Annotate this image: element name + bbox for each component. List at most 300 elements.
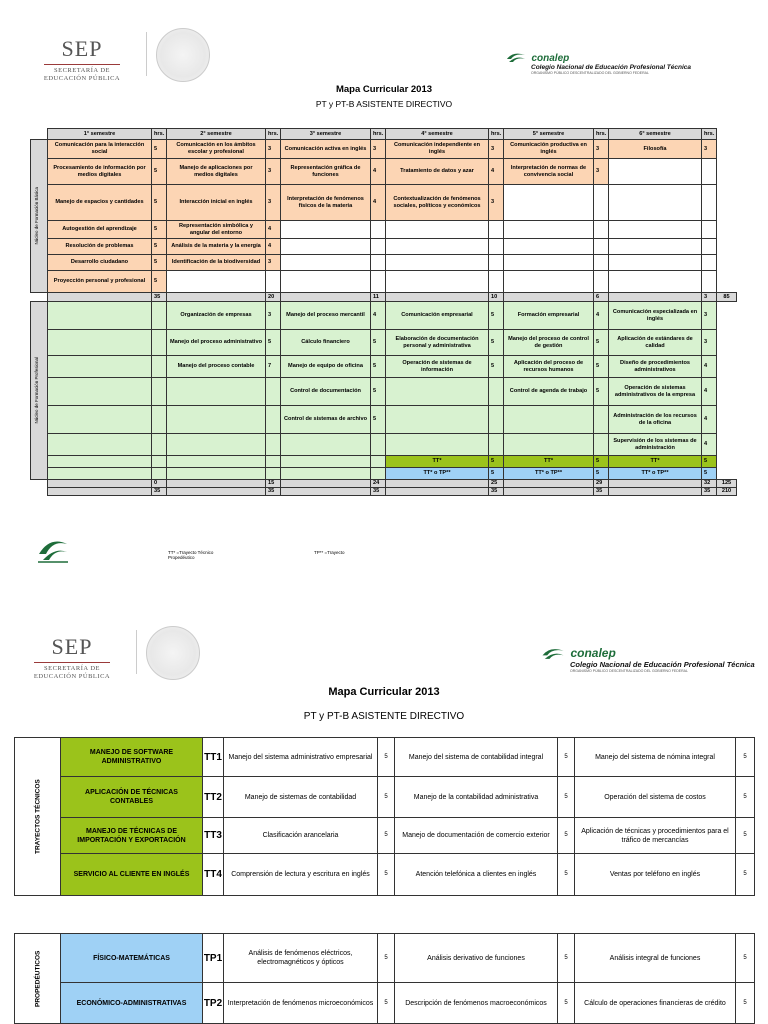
conalep-icon xyxy=(505,51,527,63)
subject-cell xyxy=(609,185,702,221)
subject-cell xyxy=(48,434,152,456)
sep-logo-2 xyxy=(26,634,118,681)
subject-cell: Resolución de problemas xyxy=(48,239,152,255)
professional-core-label xyxy=(31,302,48,480)
hours-cell: 4 xyxy=(266,239,281,255)
subject-cell: Desarrollo ciudadano xyxy=(48,255,152,271)
trayecto-name: FÍSICO-MATEMÁTICAS xyxy=(61,934,203,983)
subject-cell xyxy=(504,255,594,271)
subject-cell: Cálculo financiero xyxy=(281,330,371,356)
table-row xyxy=(15,738,755,777)
subject-cell xyxy=(281,221,371,239)
corner-cell xyxy=(31,129,48,140)
subject-cell: Filosofía xyxy=(609,140,702,159)
hours-cell: 4 xyxy=(371,159,386,185)
subject-cell xyxy=(281,255,371,271)
trayecto-code: TT2 xyxy=(203,777,224,818)
blank-cell xyxy=(717,356,737,378)
subject-cell: Operación de sistemas administrativos de la empresa xyxy=(609,378,702,406)
blank-cell xyxy=(266,468,281,480)
total-cell: 35 xyxy=(152,293,167,302)
subject-cell xyxy=(48,378,152,406)
table-row xyxy=(31,271,737,293)
hours-cell xyxy=(594,406,609,434)
hours-cell: 5 xyxy=(594,468,609,480)
total-cell: 11 xyxy=(371,293,386,302)
note-tp: TP** =Trayecto xyxy=(314,550,345,555)
hours-cell xyxy=(702,221,717,239)
trayecto-name: MANEJO DE TÉCNICAS DE IMPORTACIÓN Y EXPORTACIÓN xyxy=(61,818,203,854)
table-row xyxy=(15,777,755,818)
total-cell: 25 xyxy=(489,480,504,488)
sep-line2-2: EDUCACIÓN PÚBLICA xyxy=(33,673,111,680)
page1-title: Mapa Curricular 2013 xyxy=(335,84,433,95)
subject-cell: Control de sistemas de archivo xyxy=(281,406,371,434)
trayecto-name: MANEJO DE SOFTWARE ADMINISTRATIVO xyxy=(61,738,203,777)
professional-core-label-text: Núcleo de Formación Profesional xyxy=(34,357,39,424)
blank-cell xyxy=(371,468,386,480)
subject-cell: Diseño de procedimientos administrativos xyxy=(609,356,702,378)
subject-cell xyxy=(281,271,371,293)
trayectos-label: TRAYECTOS TÉCNICOS xyxy=(15,738,61,896)
hours-cell: 5 xyxy=(558,983,575,1024)
module-cell: Comprensión de lectura y escritura en inglés xyxy=(224,854,378,896)
hours-cell: 5 xyxy=(152,271,167,293)
hours-cell xyxy=(152,378,167,406)
subject-cell xyxy=(167,434,266,456)
module-cell: Cálculo de operaciones financieras de crédito xyxy=(575,983,736,1024)
trayecto-code: TT3 xyxy=(203,818,224,854)
divider xyxy=(146,32,147,76)
hours-cell: 5 xyxy=(378,738,395,777)
hours-cell: 5 xyxy=(152,185,167,221)
table-row xyxy=(31,378,737,406)
blank-cell xyxy=(31,480,48,488)
subject-cell xyxy=(609,271,702,293)
spacer-cell xyxy=(281,488,371,496)
subject-cell: Elaboración de documentación personal y administrativa xyxy=(386,330,489,356)
subject-cell xyxy=(48,406,152,434)
subject-cell xyxy=(386,221,489,239)
subject-cell: Manejo del proceso de control de gestión xyxy=(504,330,594,356)
hours-cell: 5 xyxy=(558,934,575,983)
module-cell: Manejo del sistema de contabilidad integral xyxy=(395,738,558,777)
hours-cell: 4 xyxy=(489,159,504,185)
blank-cell xyxy=(717,468,737,480)
table-row xyxy=(31,140,737,159)
table-row xyxy=(31,406,737,434)
conalep-subtitle: ORGANISMO PÚBLICO DESCENTRALIZADO DEL GOBIERNO FEDERAL xyxy=(531,71,649,75)
sep-line2: EDUCACIÓN PÚBLICA xyxy=(43,75,121,82)
hours-cell xyxy=(152,302,167,330)
hours-cell xyxy=(152,406,167,434)
subject-cell: Procesamiento de información por medios digitales xyxy=(48,159,152,185)
subject-cell: Identificación de la biodiversidad xyxy=(167,255,266,271)
propedeuticos-label: PROPEDÉUTICOS xyxy=(15,934,61,1024)
subject-cell: Análisis de la materia y la energía xyxy=(167,239,266,255)
total-cell: 10 xyxy=(489,293,504,302)
hours-cell xyxy=(489,434,504,456)
propedeuticos-table xyxy=(14,933,755,1024)
hours-cell xyxy=(594,255,609,271)
hours-cell: 3 xyxy=(266,302,281,330)
hours-cell: 4 xyxy=(702,434,717,456)
sep-acronym: SEP xyxy=(61,36,103,61)
hours-cell: 5 xyxy=(558,738,575,777)
hours-cell: 3 xyxy=(489,140,504,159)
spacer-cell xyxy=(386,480,489,488)
subject-cell xyxy=(48,302,152,330)
total-cell: 0 xyxy=(152,480,167,488)
hours-cell: 3 xyxy=(266,159,281,185)
conalep-subtitle-2: ORGANISMO PÚBLICO DESCENTRALIZADO DEL GOBIERNO FEDERAL xyxy=(570,669,688,673)
hours-cell xyxy=(594,185,609,221)
hours-cell: 5 xyxy=(152,221,167,239)
hours-cell xyxy=(702,271,717,293)
subject-cell xyxy=(609,255,702,271)
subject-cell: Comunicación empresarial xyxy=(386,302,489,330)
subject-cell: Comunicación productiva en inglés xyxy=(504,140,594,159)
total-cell: 32 xyxy=(702,480,717,488)
spacer-cell xyxy=(167,293,266,302)
blank-cell xyxy=(152,468,167,480)
hours-cell: 5 xyxy=(736,777,755,818)
hours-cell: 5 xyxy=(371,378,386,406)
hours-cell: 5 xyxy=(558,854,575,896)
hours-cell xyxy=(594,434,609,456)
blank-cell xyxy=(31,293,48,302)
table-row xyxy=(31,159,737,185)
blank-cell xyxy=(371,456,386,468)
hours-cell: 5 xyxy=(736,818,755,854)
total-cell: 35 xyxy=(489,488,504,496)
hours-cell: 5 xyxy=(378,854,395,896)
hours-cell xyxy=(371,255,386,271)
hours-cell xyxy=(266,378,281,406)
conalep-name-2: conalep xyxy=(570,646,616,660)
page1-subtitle: PT y PT-B ASISTENTE DIRECTIVO xyxy=(315,99,453,109)
trayecto-cell: TT* xyxy=(504,456,594,468)
total-cell: 35 xyxy=(152,488,167,496)
hours-cell: 5 xyxy=(152,140,167,159)
hours-cell xyxy=(489,406,504,434)
subject-cell: Comunicación especializada en inglés xyxy=(609,302,702,330)
module-cell: Operación del sistema de costos xyxy=(575,777,736,818)
module-cell: Análisis derivativo de funciones xyxy=(395,934,558,983)
subject-cell: Contextualización de fenómenos sociales, políticos y económicos xyxy=(386,185,489,221)
trayecto-cell: TT* xyxy=(386,456,489,468)
subject-cell xyxy=(167,406,266,434)
trayecto-cell: TT* o TP** xyxy=(609,468,702,480)
table-row xyxy=(31,221,737,239)
module-cell: Análisis integral de funciones xyxy=(575,934,736,983)
hours-cell: 5 xyxy=(152,159,167,185)
column-header: 2° semestre xyxy=(167,129,266,140)
trayecto-code: TP2 xyxy=(203,983,224,1024)
subject-cell: Manejo del proceso mercantil xyxy=(281,302,371,330)
subject-cell xyxy=(281,239,371,255)
hours-cell xyxy=(594,271,609,293)
blank-cell xyxy=(48,456,152,468)
spacer-cell xyxy=(504,480,594,488)
hours-cell: 5 xyxy=(378,934,395,983)
basic-core-label-text: Núcleo de Formación Básica xyxy=(34,187,39,245)
page2-subtitle: PT y PT-B ASISTENTE DIRECTIVO xyxy=(303,711,465,722)
hours-cell: 5 xyxy=(594,378,609,406)
subject-cell: Comunicación independiente en inglés xyxy=(386,140,489,159)
subject-cell xyxy=(504,221,594,239)
module-cell: Interpretación de fenómenos microeconómicos xyxy=(224,983,378,1024)
hours-cell xyxy=(371,434,386,456)
subject-cell: Control de agenda de trabajo xyxy=(504,378,594,406)
table-row xyxy=(31,356,737,378)
blank-cell xyxy=(167,456,266,468)
subject-cell: Manejo de equipo de oficina xyxy=(281,356,371,378)
subject-cell xyxy=(386,239,489,255)
module-cell: Manejo de documentación de comercio exterior xyxy=(395,818,558,854)
module-cell: Manejo de sistemas de contabilidad xyxy=(224,777,378,818)
hours-cell: 5 xyxy=(371,406,386,434)
hours-cell: 3 xyxy=(594,140,609,159)
tp-row xyxy=(31,468,737,480)
hours-cell xyxy=(489,239,504,255)
subject-cell xyxy=(504,406,594,434)
hours-cell xyxy=(702,159,717,185)
national-seal-icon xyxy=(156,28,210,82)
hours-cell: 5 xyxy=(736,983,755,1024)
blank-cell xyxy=(717,434,737,456)
hours-cell: 3 xyxy=(266,140,281,159)
hours-cell: 5 xyxy=(594,456,609,468)
hours-cell xyxy=(371,221,386,239)
hours-cell: 4 xyxy=(702,378,717,406)
blank-cell xyxy=(717,239,737,255)
subject-cell: Interpretación de normas de convivencia social xyxy=(504,159,594,185)
column-header: hrs. xyxy=(594,129,609,140)
trayecto-name: ECONÓMICO-ADMINISTRATIVAS xyxy=(61,983,203,1024)
hours-cell: 5 xyxy=(558,818,575,854)
spacer-cell xyxy=(48,480,152,488)
subject-cell xyxy=(609,221,702,239)
trayecto-cell: TT* o TP** xyxy=(386,468,489,480)
basic-totals-row xyxy=(31,293,737,302)
sep-line1: SECRETARÍA DE xyxy=(54,67,110,74)
column-header: 3° semestre xyxy=(281,129,371,140)
subject-cell: Control de documentación xyxy=(281,378,371,406)
subject-cell xyxy=(504,239,594,255)
hours-cell: 4 xyxy=(702,406,717,434)
blank-cell xyxy=(281,468,371,480)
column-header: hrs. xyxy=(702,129,717,140)
hours-cell xyxy=(152,356,167,378)
subject-cell: Comunicación para la interacción social xyxy=(48,140,152,159)
hours-cell: 5 xyxy=(489,356,504,378)
hours-cell: 5 xyxy=(558,777,575,818)
subject-cell xyxy=(386,434,489,456)
total-cell: 15 xyxy=(266,480,281,488)
trayecto-code: TT4 xyxy=(203,854,224,896)
subject-cell: Administración de los recursos de la oficina xyxy=(609,406,702,434)
hours-cell: 5 xyxy=(266,330,281,356)
spacer-cell xyxy=(504,488,594,496)
hours-cell: 4 xyxy=(371,302,386,330)
subject-cell: Organización de empresas xyxy=(167,302,266,330)
module-cell: Análisis de fenómenos eléctricos, electromagnéticos y ópticos xyxy=(224,934,378,983)
module-cell: Manejo del sistema administrativo empresarial xyxy=(224,738,378,777)
blank-cell xyxy=(717,185,737,221)
hours-cell xyxy=(702,185,717,221)
national-seal-icon-2 xyxy=(146,626,200,680)
hours-cell xyxy=(266,434,281,456)
spacer-cell xyxy=(504,293,594,302)
hours-cell xyxy=(594,221,609,239)
hours-cell xyxy=(371,239,386,255)
spacer-cell xyxy=(609,293,702,302)
hours-cell: 5 xyxy=(736,738,755,777)
module-cell: Ventas por teléfono en inglés xyxy=(575,854,736,896)
subject-cell: Manejo de espacios y cantidades xyxy=(48,185,152,221)
spacer-cell xyxy=(281,480,371,488)
subject-cell: Autogestión del aprendizaje xyxy=(48,221,152,239)
subject-cell xyxy=(167,271,266,293)
hours-cell: 5 xyxy=(736,854,755,896)
module-cell: Clasificación arancelaria xyxy=(224,818,378,854)
column-header: hrs. xyxy=(371,129,386,140)
hours-cell: 5 xyxy=(489,468,504,480)
header-row xyxy=(31,129,737,140)
hours-cell: 5 xyxy=(594,356,609,378)
subject-cell xyxy=(386,378,489,406)
module-cell: Aplicación de técnicas y procedimientos para el tráfico de mercancías xyxy=(575,818,736,854)
trayecto-cell: TT* o TP** xyxy=(504,468,594,480)
table-row xyxy=(15,854,755,896)
trayectos-tecnicos-table xyxy=(14,737,755,896)
hours-cell xyxy=(489,378,504,406)
total-cell: 20 xyxy=(266,293,281,302)
hours-cell: 3 xyxy=(702,302,717,330)
professional-totals-row xyxy=(31,480,737,488)
hours-cell: 3 xyxy=(266,185,281,221)
subject-cell: Manejo del proceso contable xyxy=(167,356,266,378)
spacer-cell xyxy=(167,480,266,488)
blank-cell xyxy=(717,221,737,239)
column-header: 1° semestre xyxy=(48,129,152,140)
subject-cell: Aplicación del proceso de recursos humanos xyxy=(504,356,594,378)
spacer-cell xyxy=(281,293,371,302)
table-row xyxy=(31,185,737,221)
note-tt: TT* =Trayecto Técnico Propedéutico xyxy=(168,550,214,560)
module-cell: Descripción de fenómenos macroeconómicos xyxy=(395,983,558,1024)
conalep-full-name: Colegio Nacional de Educación Profesional Técnica xyxy=(531,64,692,71)
sep-line1-2: SECRETARÍA DE xyxy=(44,665,100,672)
blank-cell xyxy=(152,456,167,468)
hours-cell: 4 xyxy=(266,221,281,239)
blank-cell xyxy=(48,468,152,480)
subject-cell: Interpretación de fenómenos físicos de la materia xyxy=(281,185,371,221)
blank-cell xyxy=(717,406,737,434)
table-row xyxy=(15,983,755,1024)
subject-cell: Manejo de aplicaciones por medios digitales xyxy=(167,159,266,185)
spacer-cell xyxy=(167,488,266,496)
hours-cell xyxy=(152,434,167,456)
subject-cell: Formación empresarial xyxy=(504,302,594,330)
blank-cell xyxy=(717,271,737,293)
total-cell: 210 xyxy=(717,488,737,496)
subject-cell: Representación simbólica y angular del entorno xyxy=(167,221,266,239)
trayecto-name: SERVICIO AL CLIENTE EN INGLÉS xyxy=(61,854,203,896)
total-cell: 125 xyxy=(717,480,737,488)
conalep-mark-icon xyxy=(36,536,70,569)
hours-cell: 5 xyxy=(489,302,504,330)
subject-cell: Aplicación de estándares de calidad xyxy=(609,330,702,356)
column-header: hrs. xyxy=(489,129,504,140)
total-cell: 35 xyxy=(266,488,281,496)
hours-cell xyxy=(489,271,504,293)
hours-cell xyxy=(702,239,717,255)
trayecto-cell: TT* xyxy=(609,456,702,468)
subject-cell xyxy=(504,185,594,221)
spacer-cell xyxy=(48,488,152,496)
total-cell: 29 xyxy=(594,480,609,488)
blank-cell xyxy=(717,378,737,406)
subject-cell xyxy=(504,434,594,456)
subject-cell xyxy=(386,255,489,271)
column-header: 5° semestre xyxy=(504,129,594,140)
column-header: 4° semestre xyxy=(386,129,489,140)
trayecto-name: APLICACIÓN DE TÉCNICAS CONTABLES xyxy=(61,777,203,818)
spacer-cell xyxy=(609,488,702,496)
hours-cell: 3 xyxy=(489,185,504,221)
total-cell: 85 xyxy=(717,293,737,302)
subject-cell xyxy=(386,271,489,293)
hours-cell: 5 xyxy=(702,456,717,468)
module-cell: Manejo de la contabilidad administrativa xyxy=(395,777,558,818)
hours-cell: 5 xyxy=(371,330,386,356)
column-header: 6° semestre xyxy=(609,129,702,140)
sep-logo xyxy=(36,36,128,83)
spacer-cell xyxy=(48,293,152,302)
table-row xyxy=(15,934,755,983)
total-cell: 3 xyxy=(702,293,717,302)
total-cell: 35 xyxy=(594,488,609,496)
grand-totals-row xyxy=(31,488,737,496)
hours-cell: 5 xyxy=(594,330,609,356)
hours-cell: 5 xyxy=(378,777,395,818)
hours-cell: 5 xyxy=(736,934,755,983)
hours-cell xyxy=(266,406,281,434)
tt-row xyxy=(31,456,737,468)
spacer-cell xyxy=(386,488,489,496)
hours-cell: 4 xyxy=(371,185,386,221)
subject-cell: Operación de sistemas de información xyxy=(386,356,489,378)
blank-cell xyxy=(717,159,737,185)
hours-cell: 5 xyxy=(152,239,167,255)
subject-cell xyxy=(386,406,489,434)
hours-cell: 5 xyxy=(702,468,717,480)
subject-cell: Comunicación activa en inglés xyxy=(281,140,371,159)
conalep-logo-2 xyxy=(540,644,760,673)
hours-cell: 3 xyxy=(371,140,386,159)
corner-cell xyxy=(717,129,737,140)
subject-cell xyxy=(48,356,152,378)
blank-cell xyxy=(717,456,737,468)
hours-cell: 5 xyxy=(378,983,395,1024)
hours-cell: 7 xyxy=(266,356,281,378)
hours-cell: 5 xyxy=(489,456,504,468)
hours-cell: 3 xyxy=(266,255,281,271)
conalep-full-name-2: Colegio Nacional de Educación Profesional Técnica xyxy=(570,660,755,669)
total-cell: 6 xyxy=(594,293,609,302)
